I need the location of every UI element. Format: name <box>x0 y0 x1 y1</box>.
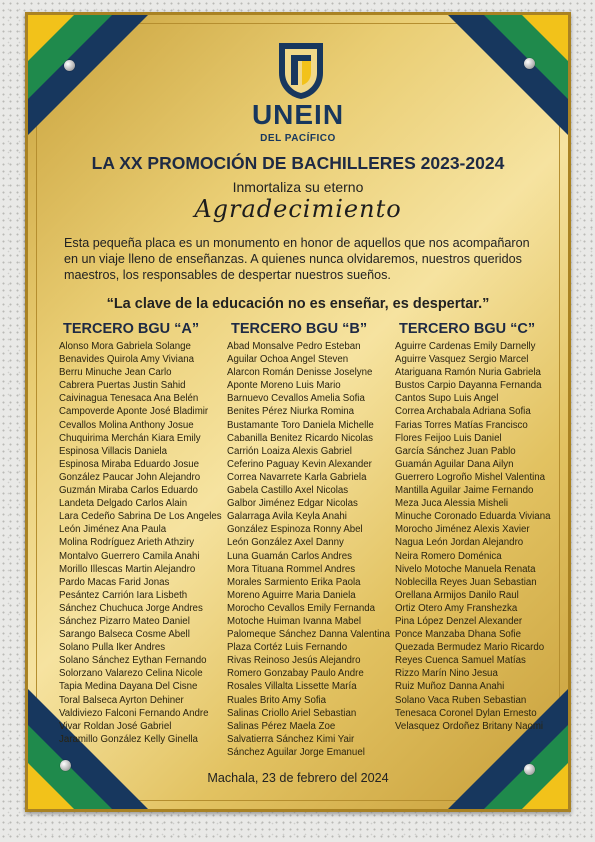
screw-top-left <box>64 60 75 71</box>
student-name: Flores Feijoo Luis Daniel <box>395 432 502 444</box>
student-name: Gabela Castillo Axel Nicolas <box>227 485 349 497</box>
student-name: Caivinagua Tenesaca Ana Belén <box>59 393 199 405</box>
student-name: Campoverde Aponte José Bladimir <box>59 406 209 418</box>
student-name: Ceferino Paguay Kevin Alexander <box>227 458 372 470</box>
student-list-b <box>227 340 397 759</box>
student-name: Solano Pulla Iker Andres <box>59 642 166 654</box>
student-name: Espinosa Miraba Eduardo Josue <box>59 458 200 470</box>
student-name: Berru Minuche Jean Carlo <box>59 367 172 379</box>
student-name: Correa Navarrete Karla Gabriela <box>227 471 367 483</box>
student-name: Solano Sánchez Eythan Fernando <box>59 655 207 667</box>
student-name: Galarraga Avila Keyla Anahi <box>227 511 347 523</box>
student-name: Abad Monsalve Pedro Esteban <box>227 341 361 352</box>
student-name: Benites Pérez Niurka Romina <box>227 406 355 418</box>
student-name: Guamán Aguilar Dana Ailyn <box>395 458 514 470</box>
student-name: González Paucar John Alejandro <box>59 471 201 483</box>
student-name: Salvatierra Sánchez Kimi Yair <box>227 733 355 745</box>
student-name: Mantilla Aguilar Jaime Fernando <box>395 485 534 497</box>
student-name: Solano Vaca Ruben Sebastian <box>395 694 527 706</box>
student-name: Ponce Manzaba Dhana Sofie <box>395 629 522 641</box>
student-name: Pina López Denzel Alexander <box>395 615 523 627</box>
student-name: Correa Archabala Adriana Sofia <box>395 406 531 418</box>
dedication-text: Esta pequeña placa es un monumento en honor de aquellos que nos acompañaron en un viaje lleno de enseñanzas. A quienes nunca olvidaremos, nuestros queridos maestros, los responsables de despertar nuestros sueños. <box>64 236 530 282</box>
brand-name: UNEIN <box>251 99 345 130</box>
plaque-subtitle: Inmortaliza su eterno <box>232 179 364 195</box>
student-name: Morillo Illescas Martin Alejandro <box>59 563 196 575</box>
student-name: Alarcon Román Denisse Joselyne <box>227 367 373 379</box>
class-header-a: TERCERO BGU “A” <box>63 321 200 337</box>
student-name: Sánchez Pizarro Mateo Daniel <box>59 615 190 627</box>
student-name: Reyes Cuenca Samuel Matías <box>395 655 526 667</box>
student-name: Cantos Supo Luis Angel <box>395 393 499 405</box>
student-name: Galbor Jiménez Edgar Nicolas <box>227 498 358 510</box>
student-name: Sarango Balseca Cosme Abell <box>59 629 190 641</box>
student-name: Jaramillo González Kelly Ginella <box>59 733 198 745</box>
student-name: Sánchez Aguilar Jorge Emanuel <box>227 746 365 758</box>
student-name: Plaza Cortéz Luis Fernando <box>227 642 348 654</box>
student-name: Benavides Quirola Amy Viviana <box>59 354 194 366</box>
class-column-a <box>59 321 229 746</box>
student-name: Salinas Criollo Ariel Sebastian <box>227 707 357 719</box>
student-name: Aguirre Cardenas Emily Darnelly <box>395 341 536 352</box>
student-name: Tapia Medina Dayana Del Cisne <box>59 681 198 693</box>
student-name: Rizzo Marín Nino Jesua <box>395 668 498 680</box>
student-name: Guzmán Miraba Carlos Eduardo <box>59 485 198 497</box>
student-name: Rosales Villalta Lissette María <box>227 681 357 693</box>
student-name: Aguirre Vasquez Sergio Marcel <box>395 354 529 366</box>
brand-subtitle: DEL PACÍFICO <box>260 133 336 144</box>
student-name: Quezada Bermudez Mario Ricardo <box>395 642 545 654</box>
screw-bottom-left <box>60 760 71 771</box>
student-name: Velasquez Ordoñez Britany Naomi <box>395 720 544 732</box>
student-name: Motoche Huiman Ivanna Mabel <box>227 615 362 627</box>
class-header-c: TERCERO BGU “C” <box>399 321 536 337</box>
class-header-b: TERCERO BGU “B” <box>231 321 368 337</box>
screw-top-right <box>524 58 535 69</box>
quote: “La clave de la educación no es enseñar, es despertar.” <box>106 296 490 312</box>
class-column-b <box>227 321 397 759</box>
student-name: Romero Gonzabay Paulo Andre <box>227 668 364 680</box>
student-name: Pardo Macas Farid Jonas <box>59 576 170 588</box>
plaque-title: LA XX PROMOCIÓN DE BACHILLERES 2023-2024 <box>91 153 505 173</box>
student-name: Morocho Jiménez Alexis Xavier <box>395 524 530 536</box>
student-name: Barnuevo Cevallos Amelia Sofia <box>227 393 365 405</box>
student-name: Palomeque Sánchez Danna Valentina <box>227 629 391 641</box>
place-and-date: Machala, 23 de febrero del 2024 <box>207 771 389 785</box>
student-name: Espinosa Villacis Daniela <box>59 445 168 457</box>
student-name: Minuche Coronado Eduarda Viviana <box>395 511 551 523</box>
student-name: Noblecilla Reyes Juan Sebastian <box>395 576 537 588</box>
student-name: Orellana Armijos Danilo Raul <box>395 589 519 601</box>
script-heading: Agradecimiento <box>194 195 402 223</box>
student-list-a <box>59 340 229 746</box>
student-name: Ruales Brito Amy Sofia <box>227 694 327 706</box>
student-name: Lara Cedeño Sabrina De Los Angeles <box>59 511 222 523</box>
student-name: Moreno Aguirre Maria Daniela <box>227 589 356 601</box>
student-name: Toral Balseca Ayrton Dehiner <box>59 694 184 706</box>
student-name: García Sánchez Juan Pablo <box>395 445 516 457</box>
student-name: Cabrera Puertas Justin Sahid <box>59 380 186 392</box>
student-name: León Jiménez Ana Paula <box>59 524 167 536</box>
student-name: Carrión Loaiza Alexis Gabriel <box>227 445 352 457</box>
student-name: Ortiz Otero Amy Franshezka <box>395 602 518 614</box>
student-name: Sánchez Chuchuca Jorge Andres <box>59 602 203 614</box>
student-name: Guerrero Logroño Mishel Valentina <box>395 471 546 483</box>
student-name: Neira Romero Doménica <box>395 550 502 562</box>
student-name: Valdiviezo Falconi Fernando Andre <box>59 707 209 719</box>
student-name: Nagua León Jordan Alejandro <box>395 537 524 549</box>
student-name: Ruiz Muñoz Danna Anahi <box>395 681 505 693</box>
student-name: Solorzano Valarezo Celina Nicole <box>59 668 203 680</box>
student-name: Chuquirima Merchán Kiara Emily <box>59 432 201 444</box>
student-name: Tenesaca Coronel Dylan Ernesto <box>395 707 537 719</box>
student-name: Vivar Roldan José Gabriel <box>59 720 172 732</box>
student-name: Meza Juca Alessia Misheli <box>395 498 509 510</box>
student-name: Montalvo Guerrero Camila Anahi <box>59 550 200 562</box>
student-name: Salinas Pérez Maela Zoe <box>227 720 336 732</box>
student-list-c <box>395 340 565 733</box>
student-name: Molina Rodríguez Arieth Athziry <box>59 537 195 549</box>
student-name: Atariguana Ramón Nuria Gabriela <box>395 367 541 379</box>
student-name: Cabanilla Benitez Ricardo Nicolas <box>227 432 373 444</box>
student-name: León González Axel Danny <box>227 537 344 549</box>
student-name: Rivas Reinoso Jesús Alejandro <box>227 655 361 667</box>
student-name: Alonso Mora Gabriela Solange <box>59 341 191 352</box>
student-name: Morales Sarmiento Erika Paola <box>227 576 361 588</box>
class-column-c <box>395 321 565 733</box>
student-name: Cevallos Molina Anthony Josue <box>59 419 194 431</box>
student-name: Aguilar Ochoa Angel Steven <box>227 354 349 366</box>
student-name: Pesántez Carrión Iara Lisbeth <box>59 589 188 601</box>
student-name: Bustamante Toro Daniela Michelle <box>227 419 374 431</box>
student-name: Landeta Delgado Carlos Alain <box>59 498 188 510</box>
unein-logo <box>271 39 331 101</box>
student-name: González Espinoza Ronny Abel <box>227 524 363 536</box>
student-name: Aponte Moreno Luis Mario <box>227 380 341 392</box>
student-name: Nivelo Motoche Manuela Renata <box>395 563 536 575</box>
commemorative-plaque <box>25 12 571 812</box>
student-name: Mora Tituana Rommel Andres <box>227 563 356 575</box>
student-name: Bustos Carpio Dayanna Fernanda <box>395 380 542 392</box>
student-name: Farias Torres Matías Francisco <box>395 419 528 431</box>
student-name: Morocho Cevallos Emily Fernanda <box>227 602 376 614</box>
student-name: Luna Guamán Carlos Andres <box>227 550 352 562</box>
